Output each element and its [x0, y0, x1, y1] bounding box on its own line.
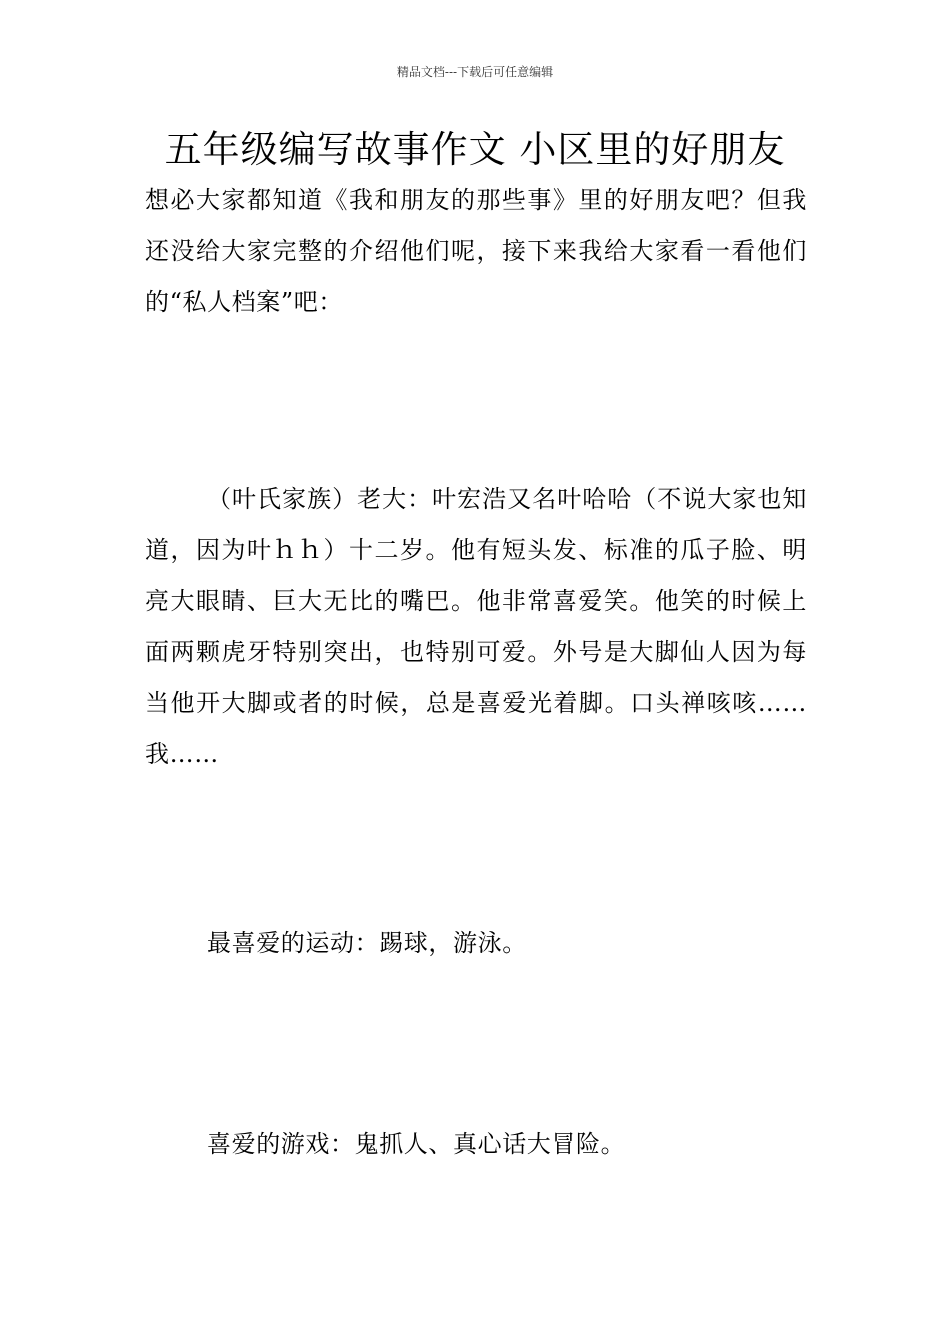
paragraph-game: 喜爱的游戏：鬼抓人、真心话大冒险。 [207, 1130, 626, 1158]
paragraph-sport: 最喜爱的运动：踢球，游泳。 [207, 929, 527, 957]
paragraph-profile: （叶氏家族）老大：叶宏浩又名叶哈哈（不说大家也知道，因为叶ｈｈ）十二岁。他有短头发、标准的瓜子脸、明亮大眼睛、巨大无比的嘴巴。他非常喜爱笑。他笑的时候上面两颗虎牙特别突出，也特别可爱。外号是大脚仙人因为每当他开大脚或者的时候，总是喜爱光着脚。口头禅咳咳……我…… [145, 485, 807, 768]
page-header: 精品文档---下载后可任意编辑 [396, 65, 554, 79]
document-title: 五年级编写故事作文 小区里的好朋友 [164, 128, 786, 171]
paragraph-intro: 想必大家都知道《我和朋友的那些事》里的好朋友吧？但我还没给大家完整的介绍他们呢，接下来我给大家看一看他们的“私人档案”吧： [145, 186, 807, 316]
